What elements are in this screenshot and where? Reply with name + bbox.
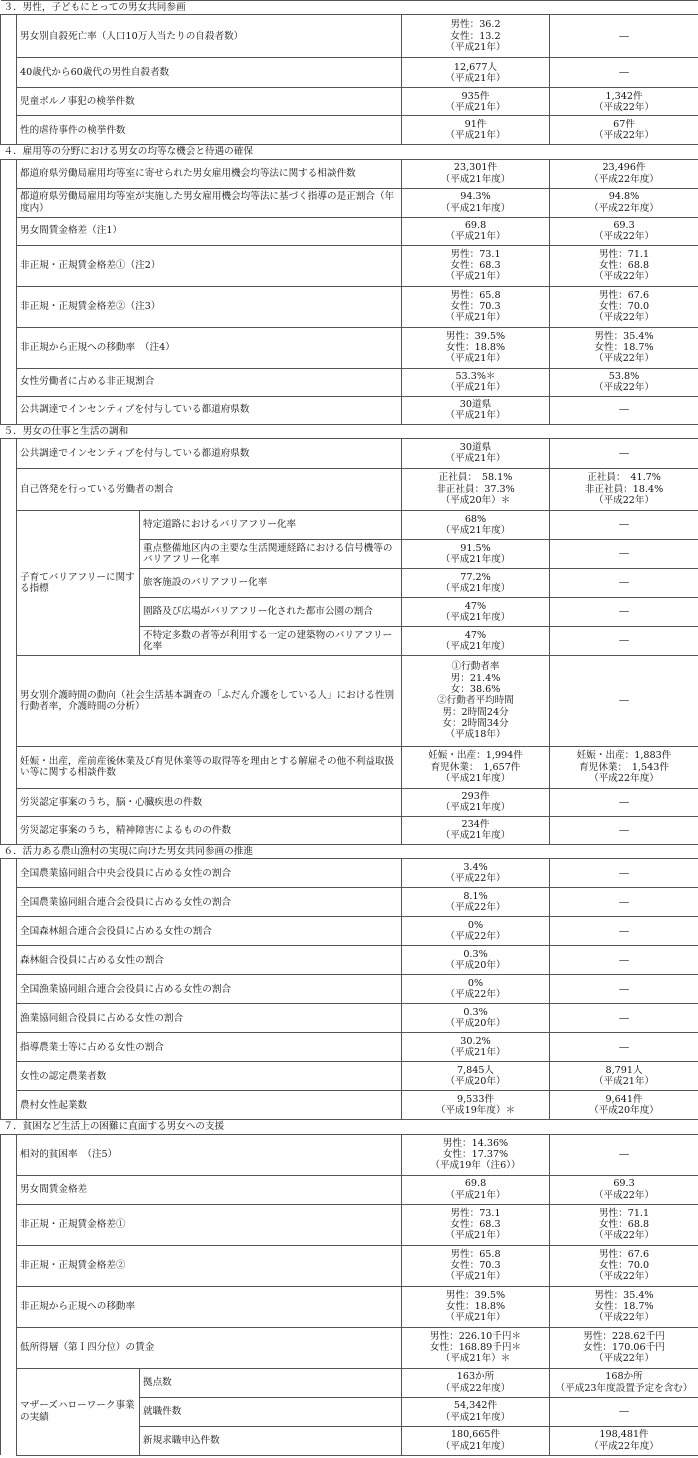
- value-cell-2: 妊娠・出産：1,883件 育児休業： 1,543件 （平成22年度）: [550, 746, 698, 788]
- table-row: [1, 116, 698, 145]
- value-cell-1: 0.3% （平成20年）: [402, 946, 550, 975]
- value-cell-2: 67件 （平成22年）: [550, 116, 698, 145]
- value-cell-1: 男性：39.5% 女性：18.8% （平成21年）: [402, 327, 550, 368]
- value-cell-1: 0% （平成22年）: [402, 917, 550, 946]
- value-cell-1: 68% （平成21年度）: [402, 510, 550, 539]
- indicator-label: 全国森林組合連合会役員に占める女性の割合: [17, 917, 402, 946]
- value-cell-2: ―: [550, 816, 698, 844]
- indicator-label: 指導農業士等に占める女性の割合: [17, 1033, 402, 1062]
- value-cell-2: 8,791人 （平成21年）: [550, 1062, 698, 1091]
- value-cell-1: 53.3%＊ （平成21年）: [402, 368, 550, 396]
- value-cell-1: 8.1% （平成22年）: [402, 888, 550, 917]
- value-cell-2: ―: [550, 510, 698, 539]
- value-cell-2: 男性：35.4% 女性：18.7% （平成22年）: [550, 327, 698, 368]
- section-title: ４．雇用等の分野における男女の均等な機会と待遇の確保: [1, 145, 698, 159]
- value-cell-2: 男性：67.6 女性：70.0 （平成22年）: [550, 286, 698, 327]
- indicator-label: 女性労働者に占める非正規割合: [17, 368, 402, 396]
- value-cell-2: ―: [550, 438, 698, 468]
- value-cell-2: 168か所 （平成23年度設置予定を含む）: [550, 1368, 698, 1397]
- value-cell-1: 69.8 （平成21年）: [402, 217, 550, 245]
- table-row: [1, 1004, 698, 1033]
- section-header: [1, 1, 698, 15]
- value-cell-2: ―: [550, 626, 698, 655]
- value-cell-2: ―: [550, 539, 698, 568]
- value-cell-1: 47% （平成21年度）: [402, 597, 550, 626]
- value-cell-1: 男性：226.10千円＊ 女性：168.89千円＊ （平成21年）＊: [402, 1327, 550, 1368]
- value-cell-1: 3.4% （平成22年）: [402, 859, 550, 888]
- value-cell-1: 0% （平成22年）: [402, 975, 550, 1004]
- indicator-label: 不特定多数の者等が利用する一定の建築物のバリアフリー化率: [140, 626, 402, 655]
- indicator-label: 園路及び広場がバリアフリー化された都市公園の割合: [140, 597, 402, 626]
- value-cell-2: 男性：228.62千円 女性：170.06千円 （平成22年）: [550, 1327, 698, 1368]
- value-cell-1: ①行動者率 男：21.4% 女：38.6% ②行動者平均時間 男：2時間24分 女：2時間34分 （平成18年）: [402, 655, 550, 746]
- indicator-label: 公共調達でインセンティブを付与している都道府県数: [17, 438, 402, 468]
- value-cell-2: ―: [550, 859, 698, 888]
- indent-cell: [1, 15, 17, 145]
- value-cell-2: 男性：35.4% 女性：18.7% （平成22年）: [550, 1286, 698, 1327]
- table-row: [1, 1062, 698, 1091]
- value-cell-1: 男性：36.2 女性：13.2 （平成21年）: [402, 15, 550, 58]
- table-row: [1, 1175, 698, 1204]
- table-row: [1, 816, 698, 844]
- indicator-label: 漁業協同組合役員に占める女性の割合: [17, 1004, 402, 1033]
- table-row: [1, 1245, 698, 1286]
- value-cell-2: ―: [550, 1397, 698, 1426]
- value-cell-1: 23,301件 （平成21年度）: [402, 159, 550, 188]
- indicator-label: 男女別自殺死亡率（人口10万人当たりの自殺者数）: [17, 15, 402, 58]
- value-cell-1: 163か所 （平成22年度）: [402, 1368, 550, 1397]
- indicator-label: 非正規から正規への移動率: [17, 1286, 402, 1327]
- value-cell-2: 69.3 （平成22年）: [550, 217, 698, 245]
- indicator-label: 男女別介護時間の動向（社会生活基本調査の「ふだん介護をしている人」における性別行動者率，介護時間の分析）: [17, 655, 402, 746]
- value-cell-2: ―: [550, 396, 698, 424]
- value-cell-2: ―: [550, 975, 698, 1004]
- table-row: [1, 396, 698, 424]
- value-cell-1: 男性：14.36% 女性：17.37% （平成19年（注6））: [402, 1134, 550, 1175]
- table-row: [1, 438, 698, 468]
- table-row: [1, 1327, 698, 1368]
- value-cell-1: 30道県 （平成21年）: [402, 396, 550, 424]
- value-cell-1: 0.3% （平成20年）: [402, 1004, 550, 1033]
- value-cell-2: ―: [550, 788, 698, 816]
- value-cell-1: 男性：73.1 女性：68.3 （平成21年）: [402, 1204, 550, 1245]
- value-cell-1: 妊娠・出産：1,994件 育児休業： 1,657件 （平成21年度）: [402, 746, 550, 788]
- table-row: [1, 468, 698, 510]
- indicator-label: 相対的貧困率 （注5）: [17, 1134, 402, 1175]
- section-title: ５．男女の仕事と生活の調和: [1, 424, 698, 438]
- table-row: [1, 788, 698, 816]
- indent-cell: [1, 438, 17, 844]
- value-cell-2: ―: [550, 888, 698, 917]
- value-cell-2: ―: [550, 597, 698, 626]
- value-cell-1: 12,677人 （平成21年）: [402, 58, 550, 88]
- value-cell-1: 男性：65.8 女性：70.3 （平成21年）: [402, 1245, 550, 1286]
- indicator-label: 都道府県労働局雇用均等室が実施した男女雇用機会均等法に基づく指導の是正割合（年度内）: [17, 188, 402, 217]
- value-cell-1: 正社員： 58.1% 非正社員：37.3% （平成20年）＊: [402, 468, 550, 510]
- table-row: [1, 946, 698, 975]
- indicator-label: 公共調達でインセンティブを付与している都道府県数: [17, 396, 402, 424]
- value-cell-2: ―: [550, 946, 698, 975]
- value-cell-1: 935件 （平成21年）: [402, 88, 550, 116]
- table-row: [1, 368, 698, 396]
- group-label: 子育てバリアフリーに関する指標: [17, 510, 140, 655]
- table-row: [1, 1033, 698, 1062]
- value-cell-1: 男性：39.5% 女性：18.8% （平成21年）: [402, 1286, 550, 1327]
- indicator-label: 児童ポルノ事犯の検挙件数: [17, 88, 402, 116]
- indicator-label: 非正規・正規賃金格差②: [17, 1245, 402, 1286]
- value-cell-1: 9,533件 （平成19年度）＊: [402, 1091, 550, 1120]
- value-cell-1: 54,342件 （平成21年度）: [402, 1397, 550, 1426]
- value-cell-1: 91.5% （平成21年度）: [402, 539, 550, 568]
- table-row: [1, 327, 698, 368]
- value-cell-2: 23,496件 （平成22年度）: [550, 159, 698, 188]
- value-cell-1: 男性：73.1 女性：68.3 （平成21年）: [402, 245, 550, 286]
- value-cell-1: 男性：65.8 女性：70.3 （平成21年）: [402, 286, 550, 327]
- indicator-label: 新規求職申込件数: [140, 1426, 402, 1455]
- value-cell-2: 男性：71.1 女性：68.8 （平成22年）: [550, 245, 698, 286]
- section-title: ７．貧困など生活上の困難に直面する男女への支援: [1, 1120, 698, 1134]
- indicator-label: 農村女性起業数: [17, 1091, 402, 1120]
- table-row: [1, 1134, 698, 1175]
- indicator-label: 男女間賃金格差: [17, 1175, 402, 1204]
- section-header: [1, 1120, 698, 1134]
- indicator-label: 全国農業協同組合中央会役員に占める女性の割合: [17, 859, 402, 888]
- value-cell-1: 47% （平成21年度）: [402, 626, 550, 655]
- value-cell-1: 7,845人 （平成20年）: [402, 1062, 550, 1091]
- group-label: マザーズハローワーク事業の実績: [17, 1368, 140, 1455]
- indicator-label: 全国漁業協同組合連合会役員に占める女性の割合: [17, 975, 402, 1004]
- table-row: [1, 859, 698, 888]
- indicator-label: 都道府県労働局雇用均等室に寄せられた男女雇用機会均等法に関する相談件数: [17, 159, 402, 188]
- value-cell-2: 1,342件 （平成22年）: [550, 88, 698, 116]
- value-cell-1: 293件 （平成21年度）: [402, 788, 550, 816]
- table-row: [1, 58, 698, 88]
- table-row: [1, 217, 698, 245]
- table-row: [1, 286, 698, 327]
- table-row: [1, 1286, 698, 1327]
- indicator-label: 女性の認定農業者数: [17, 1062, 402, 1091]
- indent-cell: [1, 1134, 17, 1455]
- indicator-label: 森林組合役員に占める女性の割合: [17, 946, 402, 975]
- value-cell-1: 94.3% （平成21年度）: [402, 188, 550, 217]
- table-row: [1, 1368, 698, 1397]
- indicator-label: 旅客施設のバリアフリー化率: [140, 568, 402, 597]
- value-cell-2: ―: [550, 655, 698, 746]
- value-cell-2: ―: [550, 1033, 698, 1062]
- value-cell-1: 30道県 （平成21年）: [402, 438, 550, 468]
- value-cell-2: 198,481件 （平成22年度）: [550, 1426, 698, 1455]
- section-header: [1, 145, 698, 159]
- indicator-label: 妊娠・出産，産前産後休業及び育児休業等の取得等を理由とする解雇その他不利益取扱い等に関する相談件数: [17, 746, 402, 788]
- value-cell-2: ―: [550, 1004, 698, 1033]
- value-cell-2: ―: [550, 917, 698, 946]
- table-row: [1, 975, 698, 1004]
- value-cell-2: 男性：67.6 女性：70.0 （平成22年）: [550, 1245, 698, 1286]
- value-cell-1: 69.8 （平成21年）: [402, 1175, 550, 1204]
- table-body: [1, 1, 698, 1456]
- section-title: ３．男性，子どもにとっての男女共同参画: [1, 1, 698, 15]
- value-cell-2: ―: [550, 1134, 698, 1175]
- value-cell-2: 男性：71.1 女性：68.8 （平成22年）: [550, 1204, 698, 1245]
- indicator-label: 拠点数: [140, 1368, 402, 1397]
- value-cell-2: 94.8% （平成22年度）: [550, 188, 698, 217]
- indicator-label: 非正規から正規への移動率 （注4）: [17, 327, 402, 368]
- indent-cell: [1, 159, 17, 424]
- indicator-label: 自己啓発を行っている労働者の割合: [17, 468, 402, 510]
- table-row: [1, 888, 698, 917]
- table-row: [1, 917, 698, 946]
- indicator-label: 非正規・正規賃金格差①（注2）: [17, 245, 402, 286]
- table-row: [1, 15, 698, 58]
- indicator-label: 労災認定事案のうち，精神障害によるものの件数: [17, 816, 402, 844]
- value-cell-1: 180,665件 （平成21年度）: [402, 1426, 550, 1455]
- indicator-label: 特定道路におけるバリアフリー化率: [140, 510, 402, 539]
- indicator-label: 重点整備地区内の主要な生活関連経路における信号機等のバリアフリー化率: [140, 539, 402, 568]
- indicator-label: 非正規・正規賃金格差①: [17, 1204, 402, 1245]
- value-cell-2: 69.3 （平成22年）: [550, 1175, 698, 1204]
- table-row: [1, 188, 698, 217]
- table-row: [1, 655, 698, 746]
- value-cell-1: 234件 （平成21年度）: [402, 816, 550, 844]
- indent-cell: [1, 859, 17, 1120]
- value-cell-2: ―: [550, 58, 698, 88]
- indicator-label: 40歳代から60歳代の男性自殺者数: [17, 58, 402, 88]
- section-title: ６．活力ある農山漁村の実現に向けた男女共同参画の推進: [1, 844, 698, 858]
- indicator-label: 全国農業協同組合連合会役員に占める女性の割合: [17, 888, 402, 917]
- table-row: [1, 1204, 698, 1245]
- indicator-label: 低所得層（第Ｉ四分位）の賃金: [17, 1327, 402, 1368]
- value-cell-2: 正社員： 41.7% 非正社員：18.4% （平成22年）: [550, 468, 698, 510]
- value-cell-2: 9,641件 （平成20年度）: [550, 1091, 698, 1120]
- value-cell-1: 77.2% （平成21年度）: [402, 568, 550, 597]
- value-cell-1: 91件 （平成21年）: [402, 116, 550, 145]
- table-row: [1, 159, 698, 188]
- section-header: [1, 424, 698, 438]
- value-cell-1: 30.2% （平成21年）: [402, 1033, 550, 1062]
- table-row: [1, 88, 698, 116]
- value-cell-2: ―: [550, 15, 698, 58]
- table-row: [1, 245, 698, 286]
- indicator-label: 労災認定事案のうち，脳・心臓疾患の件数: [17, 788, 402, 816]
- value-cell-2: ―: [550, 568, 698, 597]
- value-cell-2: 53.8% （平成22年）: [550, 368, 698, 396]
- indicator-label: 男女間賃金格差（注1）: [17, 217, 402, 245]
- table-row: [1, 746, 698, 788]
- table-row: [1, 1091, 698, 1120]
- indicator-label: 非正規・正規賃金格差②（注3）: [17, 286, 402, 327]
- table-row: [1, 510, 698, 539]
- section-header: [1, 844, 698, 858]
- indicator-label: 性的虐待事件の検挙件数: [17, 116, 402, 145]
- indicator-label: 就職件数: [140, 1397, 402, 1426]
